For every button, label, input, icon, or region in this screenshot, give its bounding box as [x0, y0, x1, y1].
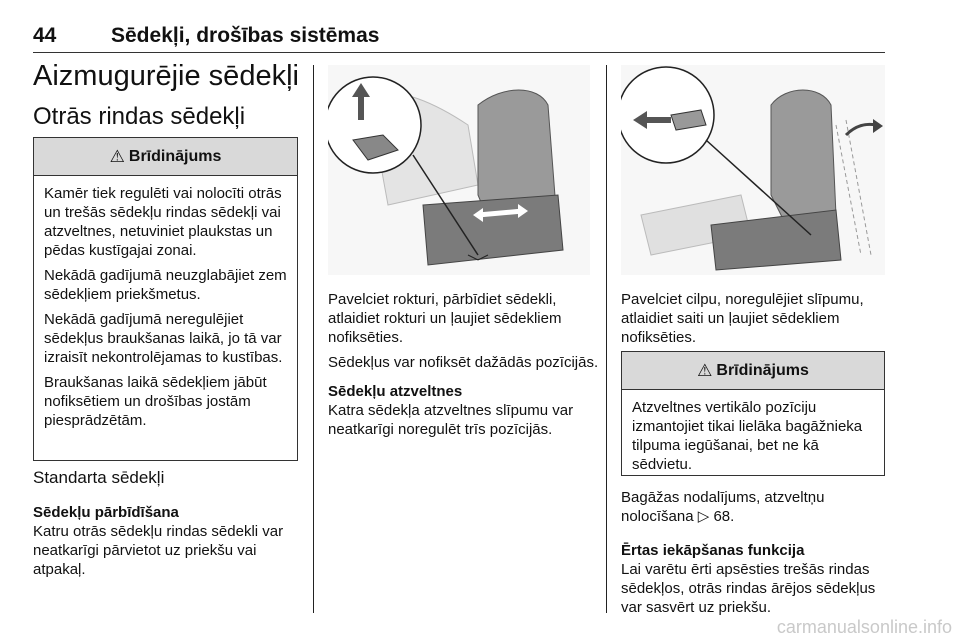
- section-title: Sēdekļi, drošības sistēmas: [111, 24, 380, 47]
- sliding-section: [33, 503, 303, 579]
- page-subtitle: Otrās rindas sēdekļi: [33, 103, 246, 130]
- easy-entry-section: [621, 541, 889, 617]
- warning-paragraph: Atzveltnes vertikālo pozīciju izmantojiet tikai lielāka bagāžnieka tilpuma iegūšanai, bet ne kā sēdvietu.: [632, 399, 863, 473]
- standard-seats-heading: Standarta sēdekļi: [33, 468, 165, 487]
- page-number: 44: [33, 24, 57, 47]
- warning-triangle-icon: ⚠: [109, 146, 125, 166]
- column-divider: [313, 65, 314, 613]
- seat-slide-drawing: [328, 65, 590, 275]
- column-divider: [606, 65, 607, 613]
- page-reference-arrow-icon: ▷: [697, 508, 710, 525]
- easy-entry-heading: Ērtas iekāpšanas funkcija: [621, 542, 805, 559]
- warning-paragraph: Kamēr tiek regulēti vai nolocīti otrās un trešās sēdekļu rindas sēdekļi vai atzveltnes, netuviniet plaukstas un pēdas kustīgajai zonai.: [44, 185, 282, 259]
- backrest-drawing: [621, 65, 885, 275]
- warning-box: [33, 137, 298, 461]
- watermark: carmanualsonline.info: [776, 617, 952, 637]
- page-header: [33, 22, 885, 53]
- page-reference-link[interactable]: 68.: [713, 508, 735, 525]
- backrest-illustration: [621, 65, 885, 275]
- sliding-heading: Sēdekļu pārbīdīšana: [33, 504, 179, 521]
- warning-heading-text: Brīdinājums: [128, 147, 222, 165]
- column2-text: [328, 290, 600, 439]
- warning-paragraph: Braukšanas laikā sēdekļiem jābūt nofiksētiem un drošības jostām piesprādzētām.: [44, 374, 267, 429]
- backrest-text: Katra sēdekļa atzveltnes slīpumu var neatkarīgi noregulēt trīs pozīcijās.: [328, 402, 574, 438]
- warning-box: [621, 351, 885, 476]
- warning-body: [622, 390, 884, 482]
- warning-heading: [622, 352, 884, 390]
- warning-heading-text: Brīdinājums: [716, 361, 809, 379]
- warning-heading: [34, 138, 297, 176]
- recline-instructions: Pavelciet cilpu, noregulējiet slīpumu, atlaidiet saiti un ļaujiet sēdekliem nofiksēties.: [621, 291, 864, 346]
- warning-body: [34, 176, 297, 438]
- warning-triangle-icon: ⚠: [697, 360, 713, 380]
- backrest-heading: Sēdekļu atzveltnes: [328, 383, 463, 400]
- slide-positions: Sēdekļus var nofiksēt dažādās pozīcijās.: [328, 354, 599, 371]
- sliding-text: Katru otrās sēdekļu rindas sēdekli var neatkarīgi pārvietot uz priekšu vai atpakaļ.: [33, 523, 284, 578]
- slide-instructions: Pavelciet rokturi, pārbīdiet sēdekli, atlaidiet rokturi un ļaujiet sēdekliem nofiksēties.: [328, 291, 562, 346]
- luggage-text: Bagāžas nodalījums, atzveltņu nolocīšana: [621, 489, 825, 525]
- warning-paragraph: Nekādā gadījumā neuzglabājiet zem sēdekļiem priekšmetus.: [44, 267, 287, 303]
- warning-paragraph: Nekādā gadījumā neregulējiet sēdekļus braukšanas laikā, jo tā var izraisīt nekontrolējamas to kustības.: [44, 311, 283, 366]
- seat-slide-illustration: [328, 65, 590, 275]
- luggage-reference: [621, 488, 887, 526]
- page-title: Aizmugurējie sēdekļi: [33, 60, 299, 92]
- easy-entry-text: Lai varētu ērti apsēsties trešās rindas sēdekļos, otrās rindas ārējos sēdekļus var sasvērt uz priekšu.: [621, 561, 876, 616]
